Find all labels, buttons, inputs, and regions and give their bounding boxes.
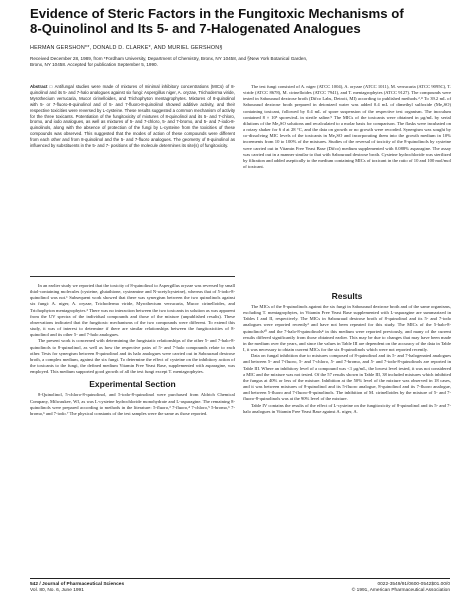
title-line-1: Evidence of Steric Factors in the Fungitoxic Mechanisms of bbox=[30, 6, 404, 21]
footer-divider bbox=[30, 578, 450, 579]
results-paragraph-1: The MICs of the 8-quinolinols against the six fungi in Sabouraud dextrose broth and of the same organisms, excluding T. mentagrophytes, in Vitamin Free Yeast Base supplemented with L-asparagine are summarized in Tables I and II, respectively. The MICs in Sabouraud dextrose broth of 8-quinolinol and its 5- and 7-iodo analogues were reported recently² and have not been repeated for this study. The MICs of the 5-halo-8-quinolinols¹⁰ and the 7-halo-8-quinolinols⁴ in this medium were reported previously, and many of the current results differed significantly from those obtained earlier. This may be due to changes that may have been made in the medium over the years, and since the values in Table III are dependent on the accuracy of the data in Table I, it was necessary to obtain current MICs for the six 8-quinolinols which were not reported recently. bbox=[243, 304, 451, 353]
abstract bbox=[30, 84, 235, 149]
right-column-results bbox=[243, 287, 451, 415]
results-paragraph-2: Data on fungal inhibition due to mixtures composed of 8-quinolinol and its 5- and 7-halogenated analogues and between 5- and 7-fluoro, 5- and 7-chloro, 5- and 7-bromo, and 5- and 7-iodo-8-quinolinols are reported in Table III. Where an inhibitory level of a compound was <1 µg/mL, the lowest level tested, it was not considered a MIC and the mixture was not tested. Of the 57 results shown in Table III, 38 included mixtures which inhibited the fungus at 40% or less of the mixture. Inhibition at the 50% level of the mixture was observed in 18 cases, and it was between mixtures of 8-quinolinol and its 5-fluoro analogue, 8-quinolinol and its 7-fluoro analogue, and between 5-fluoro and 7-fluoro-8-quinolinols. The inhibition of M. cirinelloides by the mixture of 5- and 7-fluoro-8-quinolinols was at the 90% level of the mixture. bbox=[243, 353, 451, 402]
article-title bbox=[30, 6, 450, 36]
methods-paragraph: The test fungi consisted of A. niger (ATCC 1004), A. oryzae (ATCC 1011), M. verrucaria (ATCC 9095C), T. viride (ATCC 8678), M. cirinelloides (ATCC 7941), and T. mentagrophytes (ATCC 9127). The compounds were tested in Sabouraud dextrose broth (Difco Labs, Detroit, MI) according to published methods.²˒⁸ To 39.2 mL of Sabouraud dextrose broth prepared in deionized water was added 0.4 mL of dimethyl sulfoxide (Me₂SO) containing toxicant, followed by 0.4 mL of spore suspension of the respective test organism. The inoculum contained 8 × 10⁵ spores/mL in sterile saline.⁹ The MICs of the toxicants were obtained in µg/mL by serial dilutions of the Me₂SO solutions and recalculated to a molar basis for comparison. The flasks were incubated on a rotary shaker for 6 d at 28 °C, and the data on growth or no growth were recorded. Synergism was sought by co-dissolving MIC levels of the toxicants in Me₂SO and incorporating them into the growth medium in 10% increments from 10 to 100% of the mixtures. Studies of the reversal of toxicity of the 8-quinolinols by cysteine were carried out in Vitamin Free Yeast Base (Difco) medium supplemented with 0.088% asparagine. The assay was carried out in a manner similar to that with Sabouraud dextrose broth. Cysteine hydrochloride was sterilized by filtration and added aseptically to the medium containing MICs of toxicant in the ratio of 10 and 100 mol/mol of toxicant. bbox=[243, 84, 451, 170]
experimental-paragraph: 8-Quinolinol, 5-chloro-8-quinolinol, and 5-iodo-8-quinolinol were purchased from Aldrich Chemical Company, Milwaukee, WI, as was L-cysteine hydrochloride monohydrate and L-asparagine. The remaining 8-quinolinols were prepared according to methods in the literature: 5-fluoro,³ 7-fluoro,⁴ 7-chloro,⁵ 5-bromo,⁶ 7-bromo,⁶ and 7-iodo.⁷ The physical constants of the test samples were the same as those reported. bbox=[30, 392, 235, 416]
copyright-info bbox=[250, 582, 450, 594]
journal-volume: Vol. 80, No. 6, June 1991 bbox=[30, 588, 84, 594]
intro-paragraph-1: In an earlier study we reported that the toxicity of 8-quinolinol to Aspergillus oryzae was reversed by small thiol-containing molecules (cysteine, glutathione, cysteamine and N-acetylcysteine), whereas that of 5-iodo-8-quinolinol was not.¹ Subsequent work showed that there was synergism between the two quinolinols against six fungi: A. niger, A. oryzae, Trichoderma viride, Myrothecium verrucaria, Mucor cirinelloides, and Trichophyton mentagrophytes.² There was no interaction between the two toxicants in solution as was apparent from the UV spectra of the individual compounds and those of the mixture (unpublished results). These observations indicated that the fungitoxic mechanisms of the two compounds were different. To extend this study, it was of interest to determine if there are similar relationships between the fungitoxicities of 8-quinolinol and its other 5- and 7-halo analogues. bbox=[30, 283, 236, 338]
abstract-text: □ Antifungal studies were made of mixtures of minimal inhibitory concentrations (MICs) of 8-quinolinol and its 5- and 7-halo analogues against six fungi: Aspergillus niger, A. oryzae, Trichoderma viride, Myrothecium verrucaria, Mucor cirinelloides, and Trichophyton mentagrophytes. Mixtures of 8-quinolinol with 5- or 7-fluoro-8-quinolinol and of 5- and 7-fluoro-8-quinolinol showed additive activity, and their respective toxicities were reversed by L-cysteine. These results suggested a common mechanism of activity for the three toxicants. Potentiation of the fungitoxicity of mixtures of 8-quinolinol and its 5- and 7-chloro, bromo, and iodo analogues, as well as mixtures of 5- and 7-chloro, 5- and 7-bromo, and 5- and 7-iodo-8-quinolinols, along with the absence of protection of the fungi by L-cysteine from the toxicities of these compounds was observed. This suggested that the modes of action of these compounds were different from each other and from 8-quinolinol and the 5- and 7-fluoro analogues. The geometry of 8-quinolinol as influenced by substituents in the 5- and 7- positions of the molecule determines its site(s) of fungitoxicity. bbox=[30, 84, 235, 149]
received-info bbox=[30, 56, 450, 68]
results-paragraph-3: Table IV contains the results of the effect of L-cysteine on the fungitoxicity of 8-quinolinol and its 5- and 7-halo analogues in Vitamin Free Yeast Base against A. niger, A. bbox=[243, 402, 451, 414]
abstract-divider bbox=[30, 276, 235, 277]
copyright-notice: © 1991, American Pharmaceutical Association bbox=[351, 588, 450, 594]
title-line-2: 8-Quinolinol and Its 5- and 7-Halogenated Analogues bbox=[30, 21, 361, 36]
journal-name: 542 / Journal of Pharmaceutical Sciences bbox=[30, 582, 125, 587]
left-column bbox=[30, 283, 235, 417]
author-list: HERMAN GERSHON**, DONALD D. CLARKE*, AND MURIEL GERSHON§ bbox=[30, 45, 223, 51]
right-column-methods bbox=[243, 84, 451, 170]
article-code: 0022-3549/91/0600-0542$01.00/0 bbox=[377, 582, 450, 587]
abstract-heading: Abstract bbox=[30, 84, 48, 89]
results-section-heading: Results bbox=[331, 291, 363, 301]
experimental-section-heading: Experimental Section bbox=[89, 379, 176, 390]
received-line-1: Received December 28, 1989, from *Fordham University, Department of Chemistry, Bronx, NY 10458, and §New York Botanical Garden, bbox=[30, 56, 308, 61]
received-line-2: Bronx, NY 10458. Accepted for publication September 5, 1990. bbox=[30, 62, 158, 68]
journal-citation bbox=[30, 582, 230, 594]
intro-paragraph-2: The present work is concerned with determining the fungistatic relationships of the other 5- and 7-halo-8-quinolinols to 8-quinolinol, as well as how the respective pairs of 5- and 7-halo compounds relate to each other. Tests for synergism between 8-quinolinol and its halo analogues were carried out in Sabouraud dextrose broth, a complex medium, against the six fungi. To determine the effect of cysteine on the inhibitory action of the toxicants to the fungi, the defined medium Vitamin Free Yeast Base, supplemented with asparagine, was employed. This medium supported good growth of all the test fungi except T. mentagrophytes. bbox=[30, 338, 235, 375]
